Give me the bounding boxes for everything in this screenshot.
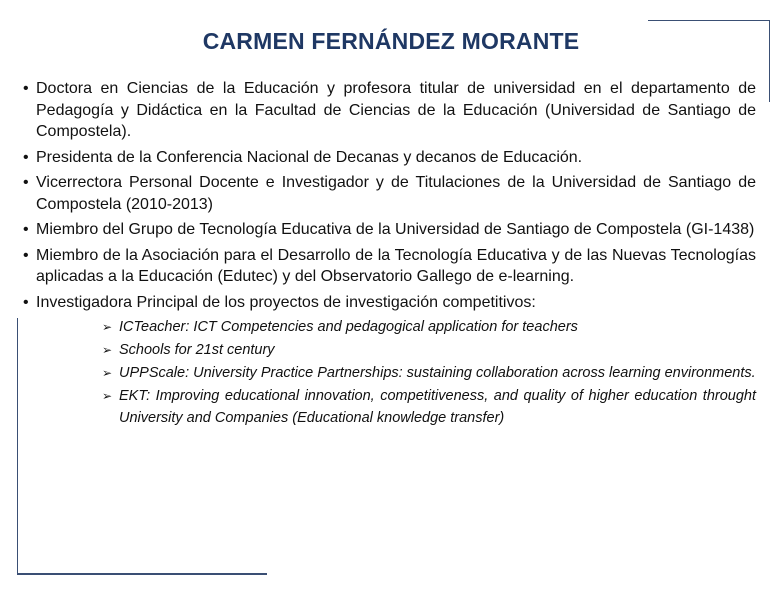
arrow-bullet-icon: ➢ xyxy=(102,389,113,403)
project-item: ➢ ICTeacher: ICT Competencies and pedagogical application for teachers xyxy=(105,316,756,338)
arrow-bullet-icon: ➢ xyxy=(102,343,113,357)
project-item: ➢ EKT: Improving educational innovation, competitiveness, and quality of higher education throught University and Companies (Educational knowledge transfer) xyxy=(105,385,756,429)
bullet-icon: • xyxy=(23,221,29,238)
project-item: ➢ Schools for 21st century xyxy=(105,339,756,361)
bullet-icon: • xyxy=(23,293,29,311)
frame-top-right-horizontal xyxy=(648,20,770,21)
arrow-bullet-icon: ➢ xyxy=(102,320,113,334)
frame-bottom-left-horizontal xyxy=(17,573,267,575)
bullet-icon: • xyxy=(23,174,29,191)
bullet-icon: • xyxy=(23,148,29,166)
frame-bottom-left-vertical xyxy=(17,318,18,574)
bullet-icon: • xyxy=(23,246,29,264)
project-item: ➢ UPPScale: University Practice Partnerships: sustaining collaboration across learning environments. xyxy=(105,362,756,384)
bullet-item: • Doctora en Ciencias de la Educación y profesora titular de universidad en el departamento de Pedagogía y Didáctica en la Facultad de Ciencias de la Educación (Universidad de Santiago de Compostela). xyxy=(23,80,756,140)
bullet-item: • Miembro del Grupo de Tecnología Educativa de la Universidad de Santiago de Compostela (GI-1438) xyxy=(22,219,756,241)
bullet-icon: • xyxy=(23,80,29,97)
bullet-item: • Investigadora Principal de los proyectos de investigación competitivos: ➢ ICTeacher: ICT Competencies and pedagogical application for teachers ➢ Schools for 21st century ➢ UPPScale: University Practice Partnerships: sustaining collaboration across learning environments. ➢ EKT: Improving educational innovation, competitiveness, and quality of higher education throught University and Companies (Educational knowledge transfer) xyxy=(22,292,756,430)
bullet-item: • Vicerrectora Personal Docente e Investigador y de Titulaciones de la Universidad de Santiago de Compostela (2010-2013) xyxy=(23,174,756,213)
bullet-item: • Presidenta de la Conferencia Nacional de Decanas y decanos de Educación. xyxy=(22,147,756,169)
slide-title: CARMEN FERNÁNDEZ MORANTE xyxy=(202,28,580,54)
bullet-item: • Miembro de la Asociación para el Desarrollo de la Tecnología Educativa y de las Nuevas Tecnologías aplicadas a la Educación (Edutec) y del Observatorio Gallego de e-learning. xyxy=(23,246,756,285)
bullet-list xyxy=(22,78,756,433)
project-list xyxy=(36,316,756,429)
arrow-bullet-icon: ➢ xyxy=(102,366,113,380)
